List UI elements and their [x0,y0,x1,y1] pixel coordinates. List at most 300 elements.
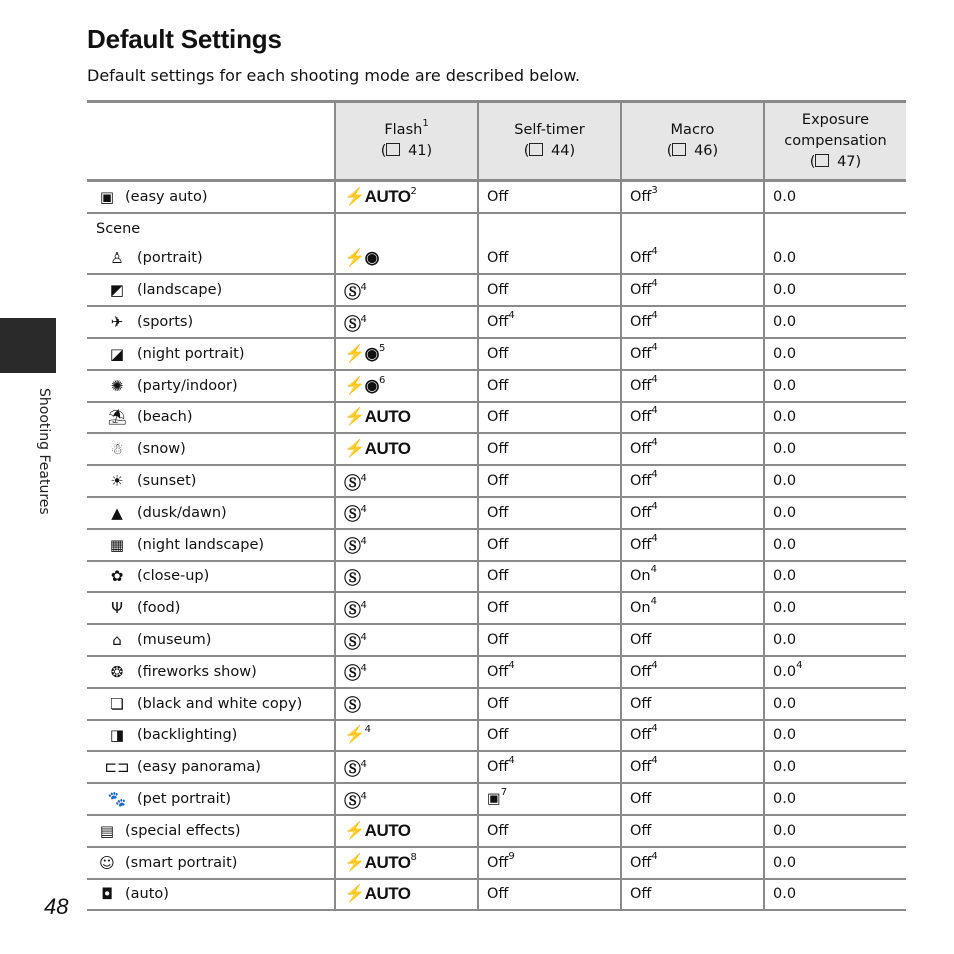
mode-cell [87,181,335,213]
self-timer-cell [478,720,621,752]
flash-cell-sup: 8 [410,851,417,863]
exposure-cell-value: 0.0 [773,822,797,839]
mode-cell [87,688,335,720]
mode-cell-inner [87,504,334,522]
mode-cell [87,402,335,434]
auto-camera-icon: ◘ [101,885,113,904]
empty-cell [478,213,621,244]
table-row [87,529,906,561]
self-timer-cell [478,244,621,275]
exposure-cell [764,274,906,306]
mode-label: (fireworks show) [137,663,257,680]
exposure-header-l2: compensation [784,132,887,149]
table-row [87,181,906,213]
flash-cell [335,370,478,402]
self-timer-cell-sup: 4 [508,659,515,671]
mode-label: (black and white copy) [137,695,303,712]
self-timer-cell [478,338,621,370]
flash-header-label: Flash [384,122,423,138]
mode-label: (backlighting) [137,727,238,744]
mode-cell-inner [87,408,334,426]
self-timer-cell [478,274,621,306]
macro-cell [621,244,764,275]
header-exposure: Exposure compensation ( 47) [764,102,906,181]
table-row [87,720,906,752]
table-row [87,465,906,497]
macro-cell-value: Off [630,632,652,649]
flash-header-sup: 1 [422,118,429,129]
mode-cell-inner [87,188,334,206]
book-icon [672,143,686,156]
header-blank [87,102,335,181]
mode-label: (beach) [137,409,193,426]
self-timer-cell [478,561,621,593]
book-icon [815,154,829,167]
self-timer-cell-value: Off [487,822,509,839]
flash-cell-sup: 4 [364,724,372,736]
table-row [87,656,906,688]
mode-label: (pet portrait) [137,791,232,808]
macro-cell-sup: 4 [651,755,658,767]
exposure-cell-value: 0.0 [773,314,797,331]
mode-cell-inner [87,440,334,458]
food-icon: Ψ [111,599,123,618]
macro-cell [621,847,764,879]
exposure-cell-value: 0.0 [773,727,797,744]
mode-label: (easy auto) [125,188,208,205]
exposure-header-l1: Exposure [801,111,870,128]
self-timer-cell [478,433,621,465]
exposure-cell [764,370,906,402]
macro-cell-sup: 4 [651,500,658,512]
flash-cell-value: Ⓢ [344,568,361,588]
flash-cell-value: ⚡AUTO [344,884,411,904]
museum-icon: ⌂ [112,631,122,650]
party-indoor-icon: ✺ [110,376,124,395]
flash-cell-value: Ⓢ [344,473,361,493]
macro-cell-value: Off [630,727,652,744]
table-row [87,338,906,370]
flash-cell [335,815,478,847]
self-timer-cell-value: Off [487,854,509,871]
macro-cell-value: Off [630,695,652,712]
flash-cell-sup: 4 [360,790,367,802]
macro-cell-value: Off [630,409,652,426]
macro-cell [621,370,764,402]
self-timer-cell [478,751,621,783]
table-row [87,306,906,338]
night-portrait-icon: ◪ [109,344,125,363]
exposure-cell-value: 0.0 [773,188,797,205]
macro-cell [621,181,764,213]
mode-cell-inner [87,663,334,681]
macro-cell-value: Off [630,441,652,458]
dusk-dawn-icon: ▲ [111,503,123,522]
macro-cell-sup: 4 [651,341,658,353]
self-timer-cell-value: Off [487,377,509,394]
mode-cell [87,433,335,465]
exposure-cell [764,720,906,752]
self-timer-cell [478,592,621,624]
empty-cell [621,213,764,244]
macro-cell [621,433,764,465]
flash-cell-sup: 4 [360,758,367,770]
exposure-cell [764,433,906,465]
exposure-cell [764,879,906,911]
table-row [87,561,906,593]
flash-cell-value: ⚡AUTO [344,186,411,206]
self-timer-cell-sup: 7 [500,787,508,799]
flash-cell-sup: 4 [360,281,367,293]
macro-cell-value: Off [630,854,652,871]
mode-cell-inner [87,885,334,903]
mode-cell [87,592,335,624]
self-timer-cell [478,306,621,338]
mode-label: (sunset) [137,473,197,490]
macro-cell-sup: 4 [651,469,658,481]
self-timer-cell-value: Off [487,632,509,649]
macro-cell-value: Off [630,188,652,205]
mode-cell-inner [87,599,334,617]
macro-ref: 46) [694,143,719,159]
flash-cell-value: Ⓢ [344,664,361,684]
landscape-icon: ◩ [109,281,125,300]
flash-cell [335,879,478,911]
mode-cell [87,244,335,275]
flash-cell-value: ⚡AUTO [344,820,411,840]
macro-cell-value: Off [630,886,652,903]
flash-cell-value: ⚡◉ [344,343,380,363]
exposure-cell-value: 0.0 [773,250,797,267]
flash-cell-value: Ⓢ [344,600,361,620]
table-row [87,879,906,911]
macro-cell [621,592,764,624]
table-row [87,751,906,783]
mode-label: (portrait) [137,250,203,267]
flash-cell [335,624,478,656]
macro-cell-value: Off [630,377,652,394]
flash-cell-sup: 2 [410,185,417,197]
exposure-cell [764,751,906,783]
mode-cell-inner [87,567,334,585]
empty-cell [335,213,478,244]
flash-cell [335,306,478,338]
table-row [87,783,906,815]
self-timer-cell [478,783,621,815]
self-timer-cell [478,879,621,911]
self-timer-cell [478,847,621,879]
self-timer-cell-sup: 4 [508,755,515,767]
mode-cell [87,338,335,370]
flash-cell-value: Ⓢ [344,632,361,652]
exposure-cell [764,306,906,338]
exposure-ref: 47) [837,153,862,170]
macro-cell [621,402,764,434]
flash-cell [335,720,478,752]
scene-group-row [87,213,906,244]
macro-cell-sup: 4 [651,723,658,735]
chapter-tab [0,318,56,373]
table-row [87,370,906,402]
self-timer-cell-sup: 4 [508,310,515,322]
mode-label: (museum) [137,632,212,649]
table-row [87,402,906,434]
book-icon [386,143,400,156]
macro-cell-sup: 3 [651,184,658,196]
macro-cell [621,815,764,847]
self-timer-cell [478,402,621,434]
flash-cell [335,656,478,688]
macro-cell [621,338,764,370]
mode-cell-inner [87,758,334,776]
table-header-row [87,102,906,181]
macro-cell-sup: 4 [651,373,658,385]
flash-cell-sup: 4 [360,599,367,611]
table-row [87,815,906,847]
mode-label: (easy panorama) [137,759,261,776]
sunset-icon: ☀ [110,472,124,491]
exposure-cell [764,465,906,497]
default-settings-table [87,100,906,911]
flash-cell [335,497,478,529]
self-timer-ref: 44) [551,143,576,159]
fireworks-icon: ❂ [110,662,124,681]
macro-cell [621,720,764,752]
header-flash: Flash$^1$ ( 41) [335,102,478,181]
self-timer-cell-value: Off [487,568,509,585]
macro-cell-sup: 4 [650,596,657,608]
night-landscape-icon: ▦ [109,535,125,554]
self-timer-cell-value: Off [487,886,509,903]
mode-cell [87,783,335,815]
exposure-cell-value: 0.0 [773,536,797,553]
mode-cell-inner [87,854,334,872]
exposure-cell [764,529,906,561]
exposure-cell-value: 0.0 [773,759,797,776]
self-timer-cell [478,370,621,402]
macro-cell-value: Off [630,250,652,267]
flash-cell [335,244,478,275]
macro-cell [621,751,764,783]
snow-icon: ☃ [110,440,124,459]
self-timer-cell-value: ▣ [487,791,501,808]
self-timer-cell-value: Off [487,188,509,205]
mode-label: (landscape) [137,282,223,299]
macro-cell [621,624,764,656]
exposure-cell-value: 0.0 [773,663,797,680]
exposure-cell [764,624,906,656]
macro-cell-sup: 4 [651,659,658,671]
exposure-cell [764,338,906,370]
flash-cell-value: Ⓢ [344,759,361,779]
scene-label: Scene [87,213,335,244]
mode-label: (close-up) [137,568,210,585]
macro-cell [621,656,764,688]
flash-cell [335,338,478,370]
flash-cell-value: Ⓢ [344,537,361,557]
macro-cell-value: Off [630,536,652,553]
mode-cell-inner [87,631,334,649]
flash-cell-value: Ⓢ [344,791,361,811]
intro-text: Default settings for each shooting mode are described below. [87,66,581,85]
mode-cell [87,720,335,752]
macro-cell [621,465,764,497]
chapter-side-label [32,388,54,538]
beach-icon: ⛱ [107,408,127,427]
self-timer-cell-value: Off [487,536,509,553]
exposure-cell [764,497,906,529]
exposure-cell-value: 0.0 [773,791,797,808]
flash-cell-value: ⚡AUTO [344,852,411,872]
mode-label: (sports) [137,314,194,331]
flash-cell [335,433,478,465]
flash-cell-sup: 4 [360,663,367,675]
mode-cell [87,529,335,561]
mode-cell [87,751,335,783]
self-timer-cell [478,497,621,529]
mode-cell [87,847,335,879]
macro-cell-sup: 4 [651,310,658,322]
flash-cell-sup: 4 [360,536,367,548]
self-timer-cell-value: Off [487,250,509,267]
macro-cell-value: Off [630,345,652,362]
mode-cell-inner [87,377,334,395]
macro-cell-value: Off [630,282,652,299]
easy-panorama-icon: ⊏⊐ [104,758,130,777]
flash-cell [335,783,478,815]
flash-cell-value: ⚡◉ [344,375,380,395]
table-row [87,688,906,720]
flash-cell-sup: 4 [360,472,367,484]
exposure-cell [764,847,906,879]
mode-cell-inner [87,313,334,331]
macro-cell-value: Off [630,663,652,680]
flash-cell-sup: 4 [360,504,367,516]
self-timer-cell-sup: 9 [508,850,515,862]
mode-cell-inner [87,281,334,299]
macro-header-label: Macro [670,122,715,138]
header-self-timer: Self-timer ( 44) [478,102,621,181]
flash-cell-value: ⚡AUTO [344,439,411,459]
flash-cell-sup: 5 [379,342,386,354]
exposure-cell-value: 0.0 [773,600,797,617]
book-icon [529,143,543,156]
self-timer-cell [478,656,621,688]
table-row [87,497,906,529]
macro-cell-sup: 4 [651,850,658,862]
flash-cell-sup: 4 [360,631,367,643]
macro-cell-value: Off [630,473,652,490]
exposure-cell [764,656,906,688]
flash-cell-sup: 6 [379,374,386,386]
self-timer-cell-value: Off [487,473,509,490]
empty-cell [764,213,906,244]
macro-cell-value: On [630,600,651,617]
self-timer-cell [478,465,621,497]
exposure-cell-value: 0.0 [773,409,797,426]
self-timer-cell [478,688,621,720]
flash-cell-value: ⚡◉ [344,248,380,268]
mode-label: (smart portrait) [125,854,238,871]
exposure-cell-value: 0.0 [773,441,797,458]
self-timer-cell-value: Off [487,600,509,617]
self-timer-cell-value: Off [487,409,509,426]
flash-cell [335,592,478,624]
macro-cell-value: Off [630,314,652,331]
macro-cell [621,274,764,306]
mode-cell [87,656,335,688]
macro-cell-value: Off [630,791,652,808]
self-timer-cell-value: Off [487,345,509,362]
mode-cell-inner [87,536,334,554]
self-timer-cell [478,815,621,847]
flash-cell [335,751,478,783]
macro-cell [621,497,764,529]
flash-cell [335,402,478,434]
special-effects-icon: ▤ [99,821,115,840]
flash-cell [335,688,478,720]
mode-cell [87,879,335,911]
mode-label: (snow) [137,441,186,458]
macro-cell-sup: 4 [651,278,658,290]
mode-label: (dusk/dawn) [137,504,227,521]
exposure-cell [764,561,906,593]
macro-cell-value: Off [630,759,652,776]
exposure-cell [764,244,906,275]
exposure-cell [764,592,906,624]
page-title: Default Settings [87,24,282,54]
exposure-cell [764,783,906,815]
mode-label: (food) [137,600,181,617]
mode-label: (night landscape) [137,536,265,553]
macro-cell [621,529,764,561]
mode-cell-inner [87,822,334,840]
flash-cell-value: Ⓢ [344,314,361,334]
mode-cell-inner [87,726,334,744]
self-timer-cell-value: Off [487,314,509,331]
macro-cell-sup: 4 [651,405,658,417]
flash-cell [335,465,478,497]
self-timer-cell-value: Off [487,727,509,744]
black-white-copy-icon: ❏ [110,694,124,713]
table-row [87,433,906,465]
backlighting-icon: ◨ [109,726,125,745]
macro-cell-value: Off [630,822,652,839]
page-number: 48 [44,894,69,919]
flash-cell-sup: 4 [360,313,367,325]
exposure-cell-value: 0.0 [773,504,797,521]
macro-cell-sup: 4 [651,437,658,449]
pet-portrait-icon: 🐾 [107,790,127,809]
flash-cell [335,847,478,879]
self-timer-cell [478,529,621,561]
exposure-cell-value: 0.0 [773,473,797,490]
flash-cell [335,561,478,593]
exposure-cell-value: 0.0 [773,282,797,299]
macro-cell-sup: 4 [650,564,657,576]
macro-cell-value: Off [630,504,652,521]
mode-cell [87,370,335,402]
chapter-label-text: Shooting Features [36,388,52,515]
mode-cell [87,465,335,497]
self-timer-cell [478,181,621,213]
macro-cell [621,561,764,593]
mode-label: (night portrait) [137,345,245,362]
table-row [87,624,906,656]
flash-cell [335,274,478,306]
mode-cell-inner [87,249,334,267]
mode-cell [87,306,335,338]
